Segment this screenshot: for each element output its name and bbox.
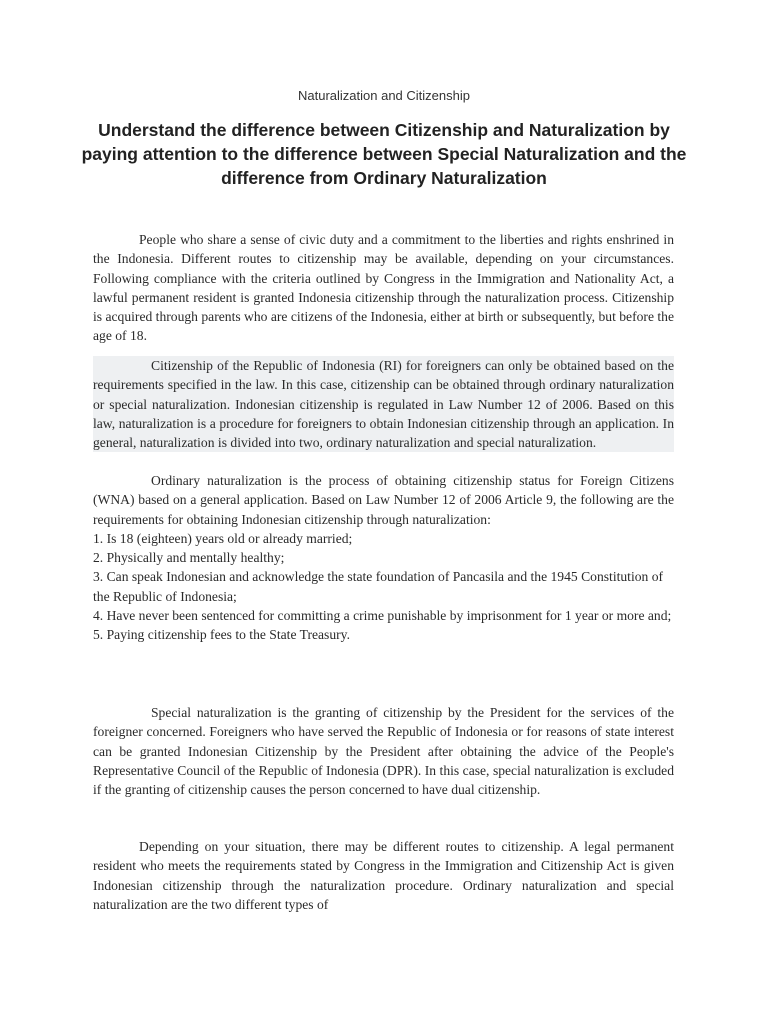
special-naturalization-section	[93, 703, 674, 799]
paragraph-citizenship-ri: Citizenship of the Republic of Indonesia (RI) for foreigners can only be obtained based on the requirements specified in the law. In this case, citizenship can be obtained through ordinary naturalization or special naturalization. Indonesian citizenship is regulated in Law Number 12 of 2006. Based on this law, naturalization is a procedure for foreigners to obtain Indonesian citizenship through an application. In general, naturalization is divided into two, ordinary naturalization and special naturalization.	[93, 358, 674, 451]
document-body	[93, 230, 674, 346]
list-item: 2. Physically and mentally healthy;	[93, 550, 285, 566]
ordinary-naturalization-section	[93, 471, 674, 645]
list-item: 5. Paying citizenship fees to the State Treasury.	[93, 627, 350, 643]
routes-section	[93, 837, 674, 914]
list-item: 1. Is 18 (eighteen) years old or already married;	[93, 530, 353, 546]
paragraph-civic-duty: People who share a sense of civic duty and a commitment to the liberties and rights enshrined in the Indonesia. Different routes to citizenship may be available, depending on your circumstances. Following compliance with the criteria outlined by Congress in the Immigration and Nationality Act, a lawful permanent resident is granted Indonesia citizenship through the naturalization process. Citizenship is acquired through parents who are citizens of the Indonesia, either at birth or subsequently, but before the age of 18.	[93, 232, 674, 344]
paragraph-routes: Depending on your situation, there may be different routes to citizenship. A legal permanent resident who meets the requirements stated by Congress in the Immigration and Citizenship Act is given Indonesian citizenship through the naturalization procedure. Ordinary naturalization and special naturalization are the two different types of	[93, 839, 674, 912]
document-header: Naturalization and Citizenship	[298, 88, 470, 103]
list-item: 4. Have never been sentenced for committing a crime punishable by imprisonment for 1 year or more and;	[93, 608, 672, 624]
paragraph-ordinary-naturalization: Ordinary naturalization is the process of obtaining citizenship status for Foreign Citizens (WNA) based on a general application. Based on Law Number 12 of 2006 Article 9, the following are the requirements for obtaining Indonesian citizenship through naturalization:	[93, 473, 674, 527]
highlighted-section	[93, 356, 674, 452]
paragraph-special-naturalization: Special naturalization is the granting of citizenship by the President for the services of the foreigner concerned. Foreigners who have served the Republic of Indonesia or for reasons of state interest can be granted Indonesian Citizenship by the President after obtaining the advice of the People's Representative Council of the Republic of Indonesia (DPR). In this case, special naturalization is excluded if the granting of citizenship causes the person concerned to have dual citizenship.	[93, 705, 674, 798]
list-item: 3. Can speak Indonesian and acknowledge the state foundation of Pancasila and the 1945 Constitution of the Republic of Indonesia;	[93, 569, 664, 604]
requirements-list	[93, 529, 674, 645]
document-title: Understand the difference between Citizenship and Naturalization by paying attention to the difference between Special Naturalization and the difference from Ordinary Naturalization	[81, 120, 687, 188]
